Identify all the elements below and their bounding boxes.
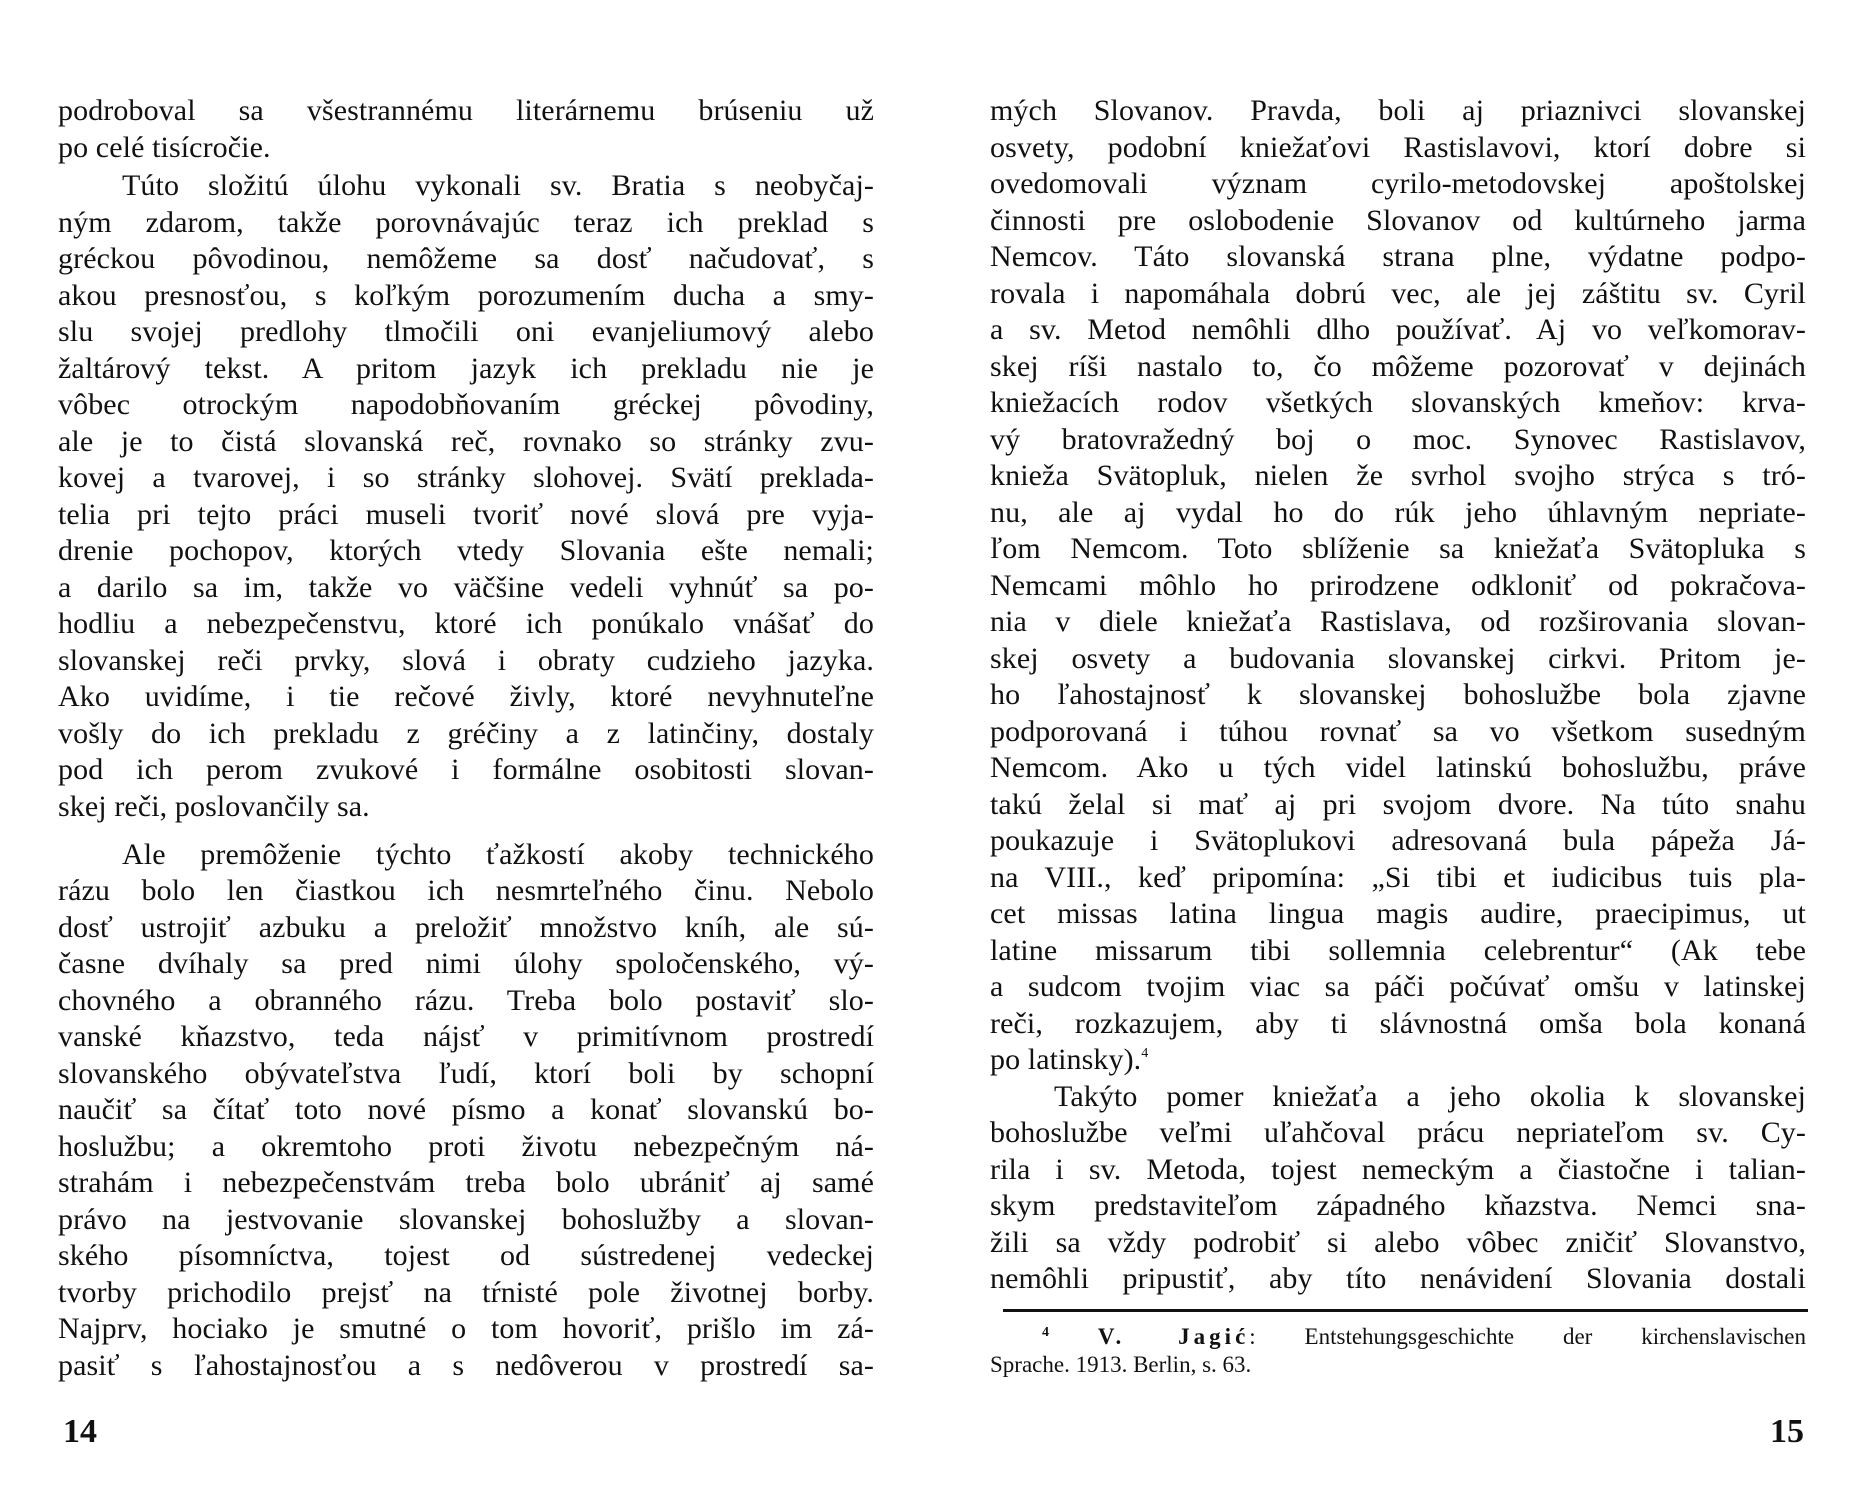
text-line: podroboval sa všestrannému literárnemu brúseniu už	[58, 94, 874, 127]
text-line: na VIII., keď pripomína: „Si tibi et iudicibus tuis pla-	[990, 861, 1806, 894]
text-line: skej ríši nastalo to, čo môžeme pozorovať v dejinách	[990, 350, 1806, 383]
text-line: osvety, podobní kniežaťovi Rastislavovi, ktorí dobre si	[990, 131, 1806, 164]
text-line: nu, ale aj vydal ho do rúk jeho úhlavným nepriate-	[990, 496, 1806, 529]
page-number: 15	[1770, 1413, 1804, 1450]
text-line: hodliu a nebezpečenstvu, ktoré ich ponúkalo vnášať do	[58, 607, 874, 640]
text-line: gréckou pôvodinou, nemôžeme sa dosť načudovať, s	[58, 242, 874, 275]
text-line: Nemcami môhlo ho prirodzene odkloniť od pokračova-	[990, 569, 1806, 602]
text-line: kniežacích rodov všetkých slovanských kmeňov: krva-	[990, 386, 1806, 419]
text-line: činnosti pre oslobodenie Slovanov od kultúrneho jarma	[990, 204, 1806, 237]
text-line: rovala i napomáhala dobrú vec, ale jej záštitu sv. Cyril	[990, 277, 1806, 310]
text-line: a sudcom tvojim viac sa páči počúvať omšu v latinskej	[990, 970, 1806, 1003]
text-line: Ale premôženie týchto ťažkostí akoby technického	[122, 838, 874, 871]
text-line: právo na jestvovanie slovanskej bohoslužby a slovan-	[58, 1203, 874, 1236]
text-line: a darilo sa im, takže vo väčšine vedeli vyhnúť sa po-	[58, 571, 874, 604]
text-line: Ako uvidíme, i tie rečové živly, ktoré nevyhnuteľne	[58, 680, 874, 713]
text-line: knieža Svätopluk, nielen že svrhol svojho strýca s tró-	[990, 459, 1806, 492]
text-line: Túto složitú úlohu vykonali sv. Bratia s neobyčaj-	[122, 169, 874, 202]
text-line: ným zdarom, takže porovnávajúc teraz ich preklad s	[58, 206, 874, 239]
text-line: slu svojej predlohy tlmočili oni evanjeliumový alebo	[58, 315, 874, 348]
text-line: slovanskej reči prvky, slová i obraty cudzieho jazyka.	[58, 644, 874, 677]
text-line: Nemcov. Táto slovanská strana plne, výdatne podpo-	[990, 240, 1806, 273]
page-number: 14	[63, 1413, 97, 1450]
text-line: žili sa vždy podrobiť si alebo vôbec zničiť Slovanstvo,	[990, 1226, 1806, 1259]
text-line: hoslužbu; a okremtoho proti životu nebezpečným ná-	[58, 1130, 874, 1163]
text-line: podporovaná i túhou rovnať sa vo všetkom susedným	[990, 715, 1806, 748]
text-line: skym predstaviteľom západného kňazstva. Nemci sna-	[990, 1189, 1806, 1222]
footnote-reference: 4	[1141, 1046, 1149, 1061]
text-line: drenie pochopov, ktorých vtedy Slovania ešte nemali;	[58, 534, 874, 567]
text-line: pod ich perom zvukové i formálne osobitosti slovan-	[58, 753, 874, 786]
text-line: ho ľahostajnosť k slovanskej bohoslužbe bola zjavne	[990, 678, 1806, 711]
text-line: strahám i nebezpečenstvám treba bolo ubrániť aj samé	[58, 1166, 874, 1199]
text-line: ovedomovali význam cyrilo-metodovskej apoštolskej	[990, 167, 1806, 200]
text-line: ského písomníctva, tojest od sústredenej vedeckej	[58, 1239, 874, 1272]
text-line: po celé tisícročie.	[58, 131, 271, 164]
footnote-marker: 4	[1042, 1325, 1049, 1340]
text-line: mých Slovanov. Pravda, boli aj priaznivci slovanskej	[990, 94, 1806, 127]
text-line: tvorby prichodilo prejsť na tŕnisté pole životnej borby.	[58, 1276, 874, 1309]
text-line: vošly do ich prekladu z gréčiny a z latinčiny, dostaly	[58, 717, 874, 750]
text-line: kovej a tvarovej, i so stránky slohovej. Svätí preklada-	[58, 461, 874, 494]
text-line: akou presnosťou, s koľkým porozumením ducha a smy-	[58, 279, 874, 312]
text-line: a sv. Metod nemôhli dlho používať. Aj vo veľkomorav-	[990, 313, 1806, 346]
text-line: vôbec otrockým napodobňovaním gréckej pôvodiny,	[58, 388, 874, 421]
text-line: chovného a obranného rázu. Treba bolo postaviť slo-	[58, 984, 874, 1017]
footnote-line	[990, 1318, 1806, 1348]
footnote-line: Sprache. 1913. Berlin, s. 63.	[990, 1352, 1252, 1377]
text-line: rila i sv. Metoda, tojest nemeckým a čiastočne i talian-	[990, 1153, 1806, 1186]
text-line: Najprv, hociako je smutné o tom hovoriť, prišlo im zá-	[58, 1312, 874, 1345]
text-line: ľom Nemcom. Toto sblíženie sa kniežaťa Svätopluka s	[990, 532, 1806, 565]
text-line: vý bratovražedný boj o moc. Synovec Rastislavov,	[990, 423, 1806, 456]
text-line: naučiť sa čítať toto nové písmo a konať slovanskú bo-	[58, 1093, 874, 1126]
text-line: bohoslužbe veľmi uľahčoval prácu nepriateľom sv. Cy-	[990, 1116, 1806, 1149]
text-line: dosť ustrojiť azbuku a preložiť množstvo kníh, ale sú-	[58, 911, 874, 944]
text-line: pasiť s ľahostajnosťou a s nedôverou v prostredí sa-	[58, 1349, 874, 1382]
text-line: latine missarum tibi sollemnia celebrentur“ (Ak tebe	[990, 934, 1806, 967]
right-page	[935, 0, 1870, 1500]
text-line: nia v diele kniežaťa Rastislava, od rozširovania slovan-	[990, 605, 1806, 638]
text-line: reči, rozkazujem, aby ti slávnostná omša bola konaná	[990, 1007, 1806, 1040]
text-line: rázu bolo len čiastkou ich nesmrteľného činu. Nebolo	[58, 874, 874, 907]
footnote-author: V. Jagić	[1097, 1324, 1250, 1349]
text-line: žaltárový tekst. A pritom jazyk ich prekladu nie je	[58, 352, 874, 385]
text-line: Nemcom. Ako u tých videl latinskú bohoslužbu, práve	[990, 751, 1806, 784]
text-line: vanské kňazstvo, teda nájsť v primitívnom prostredí	[58, 1020, 874, 1053]
footnote-title: : Entstehungsgeschichte der kirchenslavischen	[1249, 1324, 1806, 1349]
text-line: ale je to čistá slovanská reč, rovnako so stránky zvu-	[58, 425, 874, 458]
text-line	[990, 1042, 1806, 1078]
footnote-separator	[1003, 1309, 1808, 1312]
text-line: takú želal si mať aj pri svojom dvore. Na túto snahu	[990, 788, 1806, 821]
text-line: skej osvety a budovania slovanskej cirkvi. Pritom je-	[990, 642, 1806, 675]
text-line: slovanského obývateľstva ľudí, ktorí boli by schopní	[58, 1057, 874, 1090]
text-line: skej reči, poslovančily sa.	[58, 790, 370, 823]
text-line: nemôhli pripustiť, aby títo nenávidení Slovania dostali	[990, 1262, 1806, 1295]
text-line: cet missas latina lingua magis audire, praecipimus, ut	[990, 897, 1806, 930]
text-line: Takýto pomer kniežaťa a jeho okolia k slovanskej	[1054, 1080, 1806, 1113]
text-line: poukazuje i Svätoplukovi adresovaná bula pápeža Já-	[990, 824, 1806, 857]
text-line: časne dvíhaly sa pred nimi úlohy spoločenského, vý-	[58, 947, 874, 980]
text-line-content: po latinsky).	[990, 1043, 1142, 1076]
text-line: telia pri tejto práci museli tvoriť nové slová pre vyja-	[58, 498, 874, 531]
